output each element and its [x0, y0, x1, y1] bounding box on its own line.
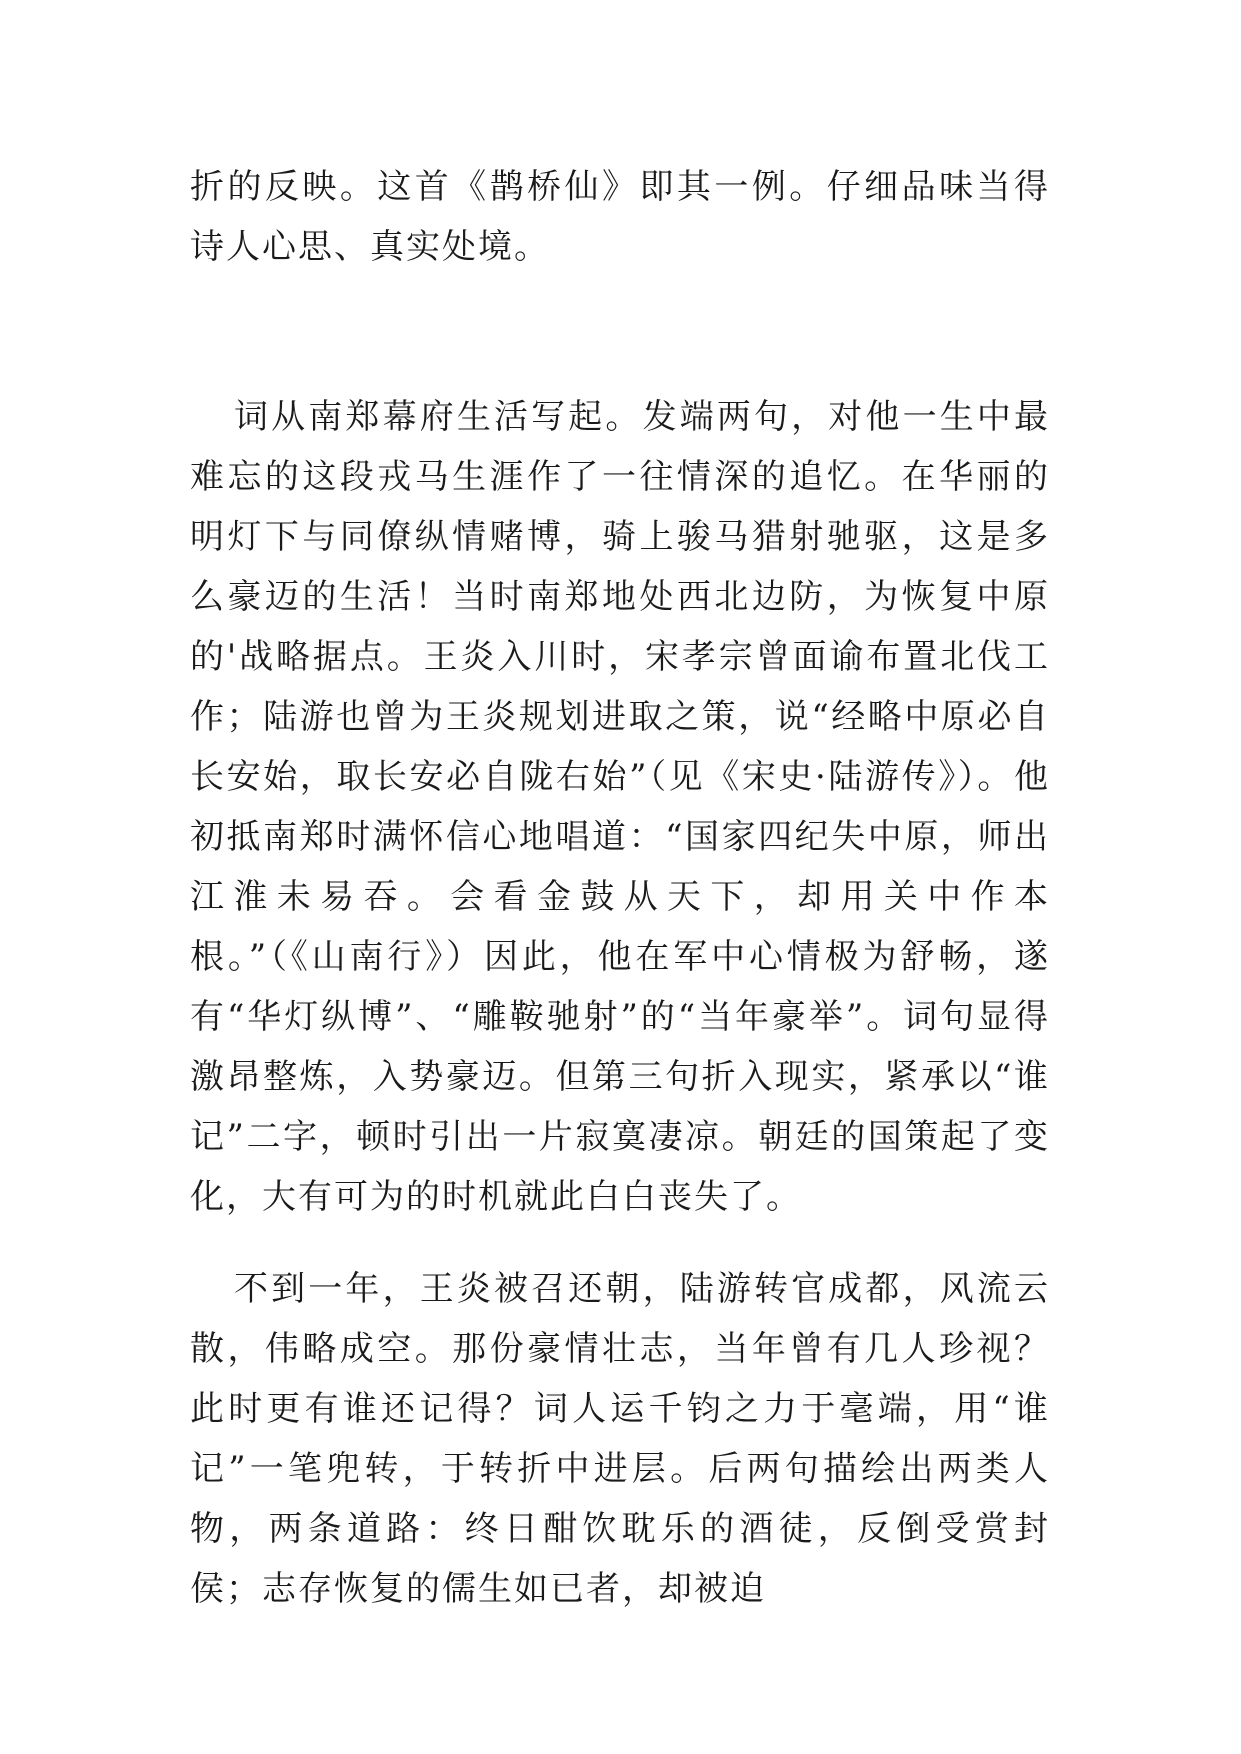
paragraph-2: 词从南郑幕府生活写起。发端两句，对他一生中最难忘的这段戎马生涯作了一往情深的追忆。在华丽的明灯下与同僚纵情赌博，骑上骏马猎射驰驱，这是多么豪迈的生活！当时南郑地处西北边防，为恢复中原的'战略据点。王炎入川时，宋孝宗曾面谕布置北伐工作；陆游也曾为王炎规划进取之策，说“经略中原必自长安始，取长安必自陇右始”（见《宋史·陆游传》）。他初抵南郑时满怀信心地唱道：“国家四纪失中原，师出江淮未易吞。会看金鼓从天下，却用关中作本根。”（《山南行》）因此，他在军中心情极为舒畅，遂有“华灯纵博”、“雕鞍驰射”的“当年豪举”。词句显得激昂整炼，入势豪迈。但第三句折入现实，紧承以“谁记”二字，顿时引出一片寂寞凄凉。朝廷的国策起了变化，大有可为的时机就此白白丧失了。	[190, 397, 1050, 1217]
paragraph-1: 折的反映。这首《鹊桥仙》即其一例。仔细品味当得诗人心思、真实处境。	[190, 167, 1050, 267]
paragraph-3: 不到一年，王炎被召还朝，陆游转官成都，风流云散，伟略成空。那份豪情壮志，当年曾有几人珍视？此时更有谁还记得？词人运千钧之力于毫端，用“谁记”一笔兜转，于转折中进层。后两句描绘出两类人物，两条道路：终日酣饮耽乐的酒徒，反倒受赏封侯；志存恢复的儒生如已者，却被迫	[190, 1269, 1050, 1609]
